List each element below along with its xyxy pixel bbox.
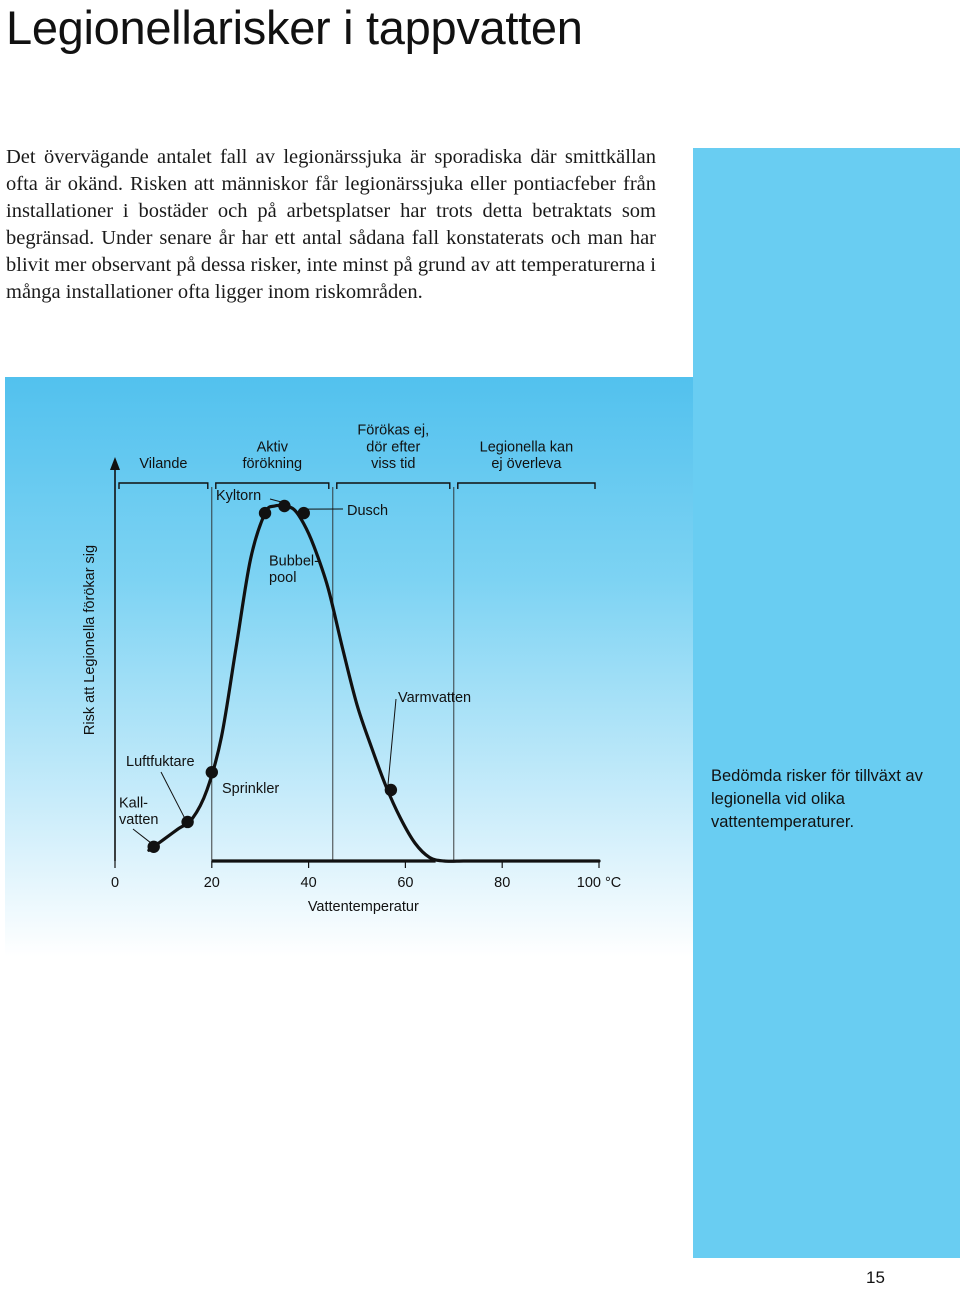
zone-label: Aktiv förökning — [242, 439, 303, 472]
zone-label: Vilande — [139, 456, 188, 472]
zone-braces — [119, 483, 595, 489]
x-axis-label: Vattentemperatur — [307, 899, 419, 915]
point-label-kyltorn: Kyltorn — [216, 488, 262, 504]
leader-line — [388, 699, 396, 786]
risk-curve — [149, 505, 599, 861]
point-label-luftfuktare: Luftfuktare — [126, 754, 195, 770]
point-label-sprinkler: Sprinkler — [222, 781, 280, 797]
data-point-luftfuktare — [181, 816, 193, 828]
zone-label: Legionella kan ej överleva — [479, 439, 574, 472]
zone-label: Förökas ej, dör efter viss tid — [357, 422, 430, 472]
intro-paragraph: Det övervägande antalet fall av legionärssjuka är sporadiska där smittkällan ofta är okänd. Risken att människor får legionärssjuka eller pontiacfeber från installationer i bostäder och på arbetsplatser har trots detta betraktats som begränsad. Under senare år har ett antal sådana fall konstaterats och man har blivit mer observant på dessa risker, inte minst på grund av att temperaturerna i många installationer ofta ligger inom riskområden. — [6, 146, 656, 303]
zone-brace — [337, 483, 450, 489]
point-label-kallvatten: Kall-vatten — [119, 795, 159, 828]
leader-line — [161, 772, 185, 818]
zone-labels — [139, 423, 573, 472]
y-axis-label: Risk att Legionella förökar sig — [82, 544, 98, 736]
x-tick-label: 80 — [494, 875, 511, 891]
data-point-varmvatten — [385, 784, 397, 796]
x-tick-label: 20 — [203, 875, 220, 891]
data-point-sprinkler — [206, 766, 218, 778]
data-point-kallvatten — [148, 841, 160, 853]
chart-panel — [5, 377, 693, 957]
side-panel — [693, 148, 960, 1258]
x-tick-label: 0 — [110, 875, 120, 891]
point-label-bubbelpool: Bubbel-pool — [269, 553, 319, 586]
figure-caption: Bedömda risker för tillväxt av legionella vid olika vattentemperaturer. — [711, 767, 923, 831]
page-title: Legionellarisker i tappvatten — [6, 1, 583, 54]
zone-brace — [119, 483, 208, 489]
x-tick-labels — [111, 875, 621, 891]
data-point-bubbelpool — [259, 507, 271, 519]
y-axis-arrow — [110, 457, 120, 470]
point-label-dusch: Dusch — [347, 503, 389, 519]
data-point-dusch — [298, 507, 310, 519]
data-point-kyltorn — [278, 500, 290, 512]
x-tick-label: 60 — [397, 875, 414, 891]
zone-dividers — [212, 487, 454, 861]
point-labels — [119, 488, 471, 828]
temperature-risk-chart — [5, 377, 693, 957]
x-tick-label: 40 — [300, 875, 317, 891]
leader-line — [133, 829, 151, 843]
zone-brace — [458, 483, 595, 489]
leader-line — [270, 499, 281, 502]
point-label-varmvatten: Varmvatten — [398, 690, 472, 706]
page-number: 15 — [866, 1268, 885, 1287]
x-tick-label: 100 °C — [576, 875, 622, 891]
